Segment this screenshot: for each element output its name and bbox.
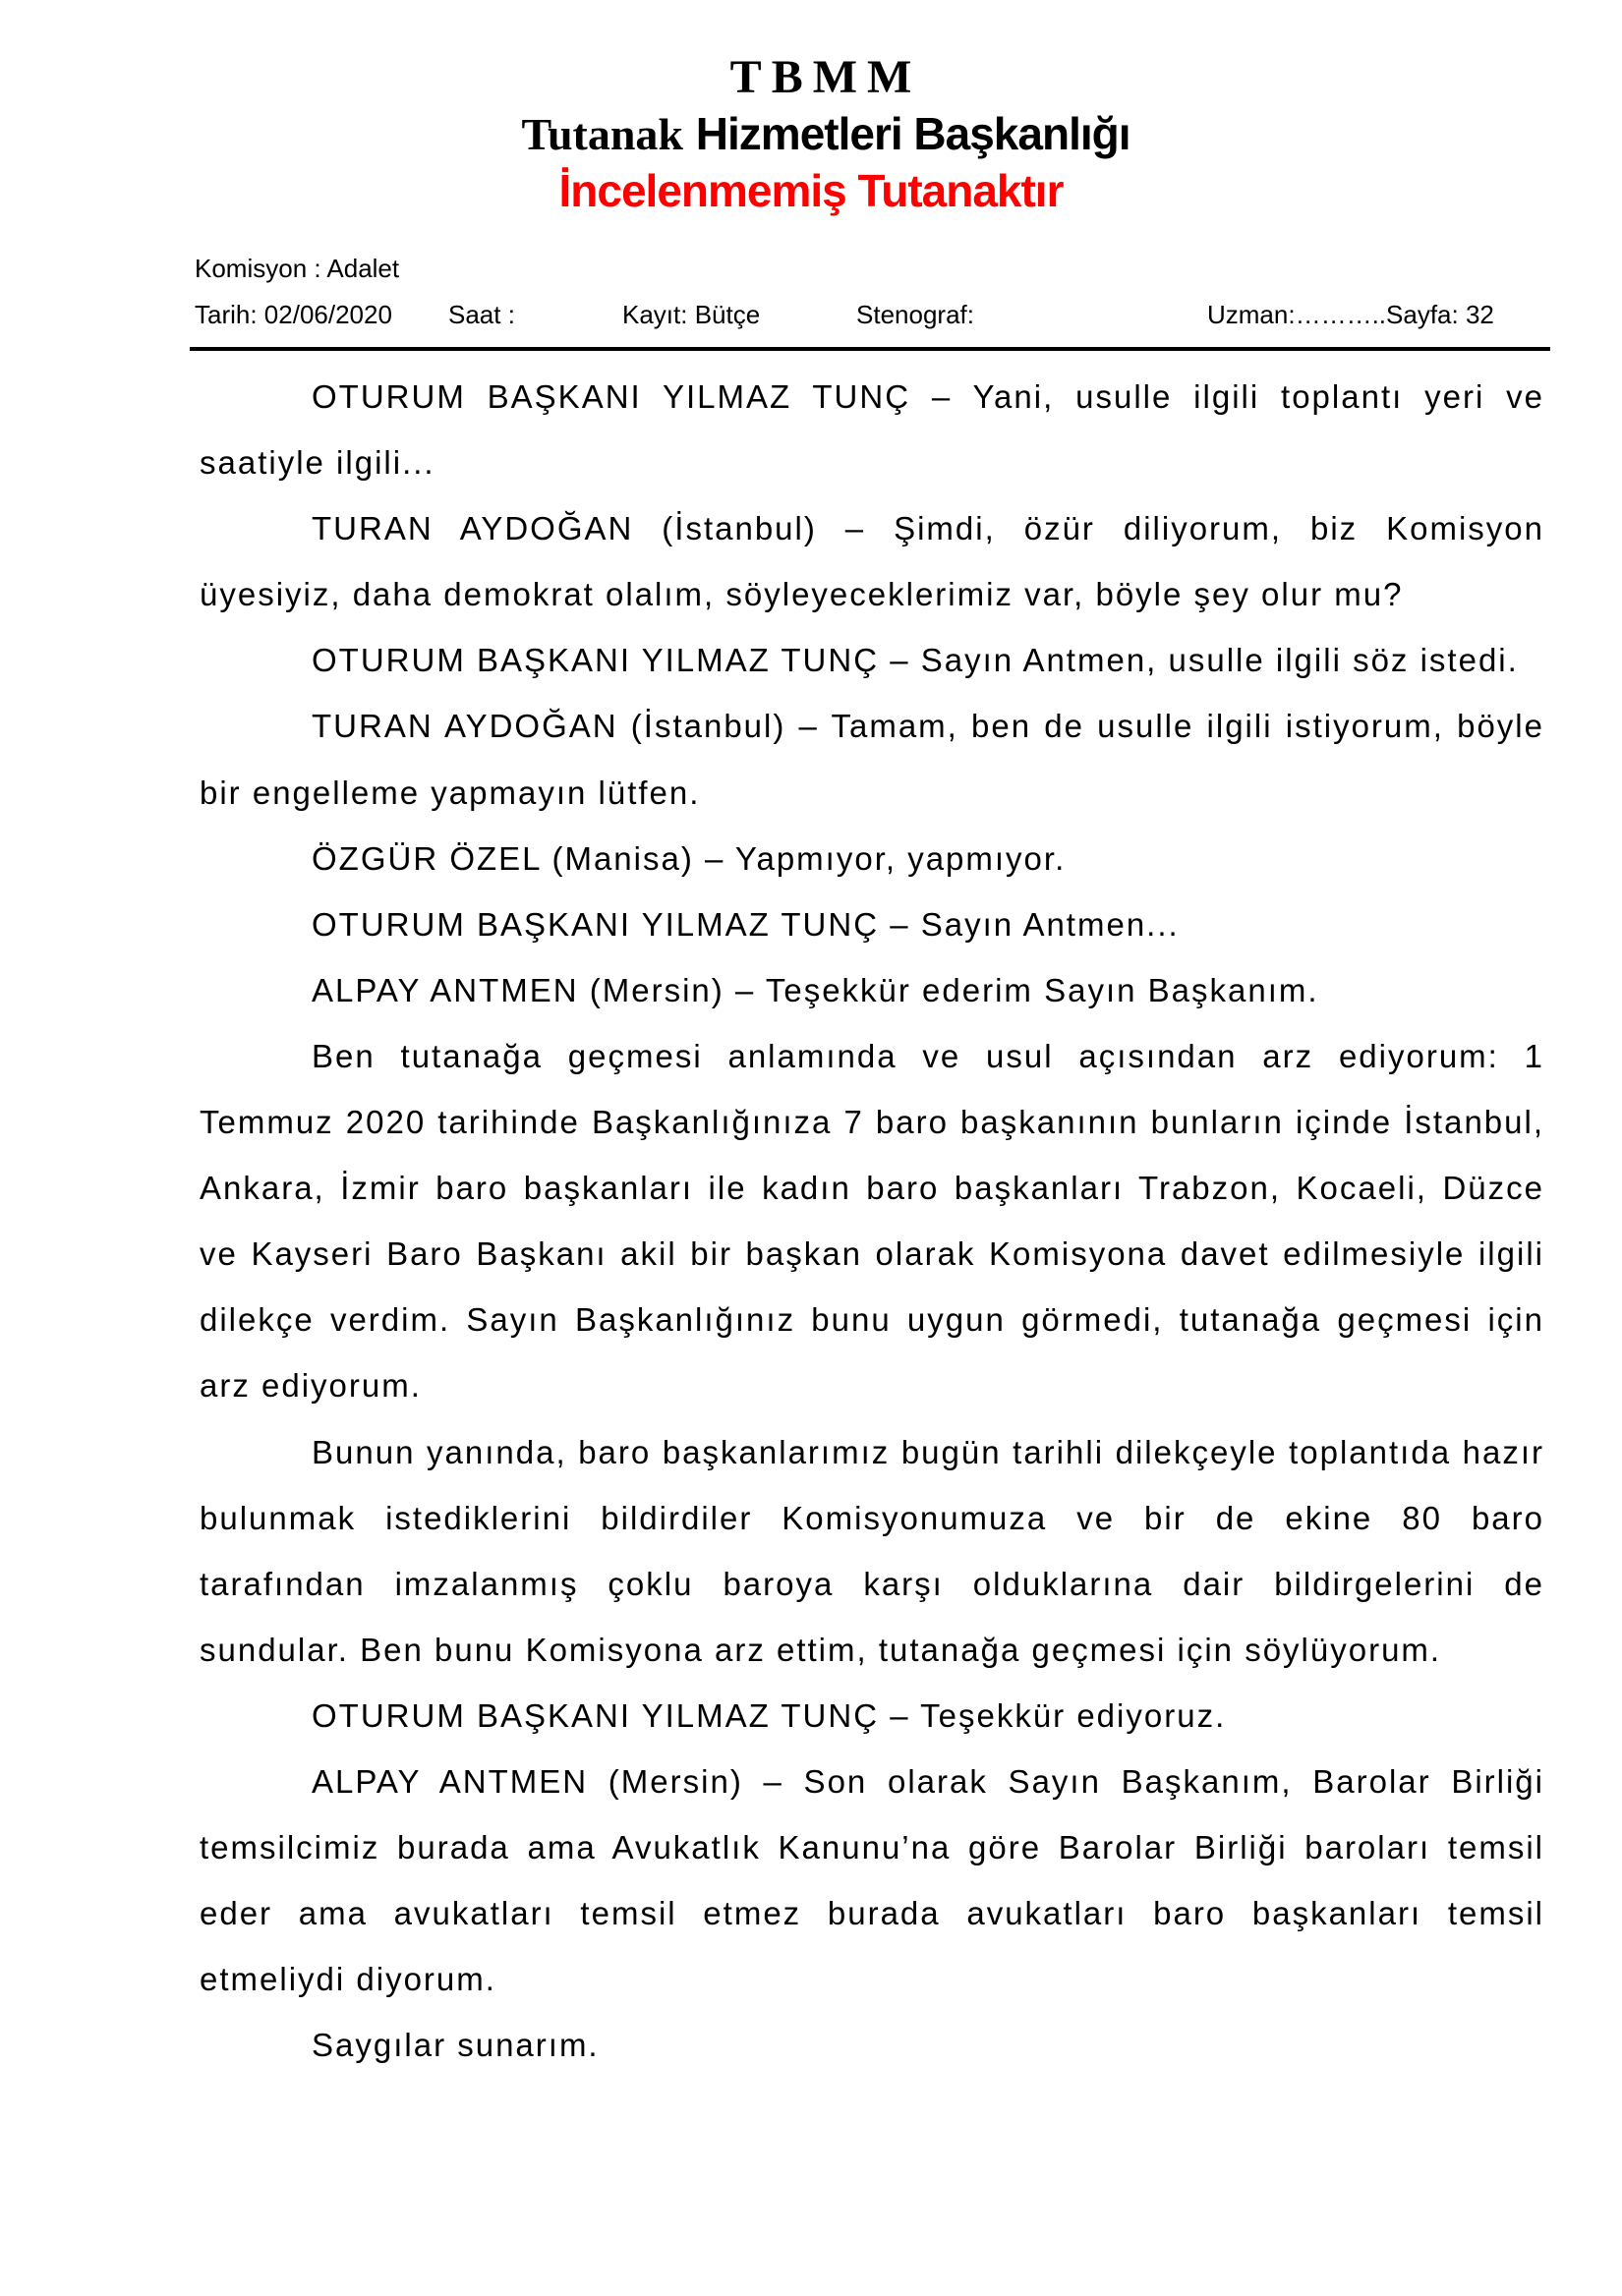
transcript-body xyxy=(200,364,1544,2078)
meta-tarih: Tarih: 02/06/2020 xyxy=(195,300,392,329)
header-title-tbmm: TBMM xyxy=(729,51,922,103)
paragraph-7: ALPAY ANTMEN (Mersin) – Teşekkür ederim Sayın Başkanım. xyxy=(312,971,1319,1008)
meta-komisyon: Komisyon : Adalet xyxy=(195,254,400,283)
paragraph-2: TURAN AYDOĞAN (İstanbul) – Şimdi, özür diliyorum, biz Komisyon üyesiyiz, daha demokrat olalım, söyleyeceklerimiz var, böyle şey olur mu? xyxy=(200,510,1544,613)
paragraph-10: OTURUM BAŞKANI YILMAZ TUNÇ – Teşekkür ediyoruz. xyxy=(312,1696,1227,1734)
meta-saat: Saat : xyxy=(448,300,515,329)
paragraph-1: OTURUM BAŞKANI YILMAZ TUNÇ – Yani, usulle ilgili toplantı yeri ve saatiyle ilgili... xyxy=(200,378,1544,482)
header-divider xyxy=(190,347,1550,351)
meta-uzman-sayfa: Uzman:………..Sayfa: 32 xyxy=(1207,300,1494,329)
header-unreviewed-notice: İncelenmemiş Tutanaktır xyxy=(558,165,1064,216)
paragraph-4: TURAN AYDOĞAN (İstanbul) – Tamam, ben de usulle ilgili istiyorum, böyle bir engelleme yapmayın lütfen. xyxy=(200,708,1544,811)
meta-kayit: Kayıt: Bütçe xyxy=(622,300,761,329)
document-header xyxy=(0,49,1622,219)
paragraph-11: ALPAY ANTMEN (Mersin) – Son olarak Sayın Başkanım, Barolar Birliği temsilcimiz burada ama Avukatlık Kanunu’na göre Barolar Birliği baroları temsil eder ama avukatları temsil etmez burada avukatları baro başkanları temsil etmeliydi diyorum. xyxy=(200,1762,1544,1998)
header-title-department xyxy=(29,104,1622,164)
paragraph-6: OTURUM BAŞKANI YILMAZ TUNÇ – Sayın Antmen... xyxy=(312,905,1180,943)
paragraph-8: Ben tutanağa geçmesi anlamında ve usul açısından arz ediyorum: 1 Temmuz 2020 tarihinde Başkanlığınıza 7 baro başkanının bunların içinde İstanbul, Ankara, İzmir baro başkanları ile kadın baro başkanları Trabzon, Kocaeli, Düzce ve Kayseri Baro Başkanı akil bir başkan olarak Komisyona davet edilmesiyle ilgili dilekçe verdim. Sayın Başkanlığınız bunu uygun görmedi, tutanağa geçmesi için arz ediyorum. xyxy=(200,1037,1544,1405)
meta-stenograf: Stenograf: xyxy=(856,300,974,329)
header-title-department-serif: Tutanak xyxy=(521,109,684,159)
paragraph-12: Saygılar sunarım. xyxy=(312,2027,600,2064)
paragraph-9: Bunun yanında, baro başkanlarımız bugün tarihli dilekçeyle toplantıda hazır bulunmak istediklerini bildirdiler Komisyonumuza ve bir de ekine 80 baro tarafından imzalanmış çoklu baroya karşı olduklarına dair bildirgelerini de sundular. Ben bunu Komisyona arz ettim, tutanağa geçmesi için söylüyorum. xyxy=(200,1433,1544,1668)
paragraph-3: OTURUM BAŞKANI YILMAZ TUNÇ – Sayın Antmen, usulle ilgili söz istedi. xyxy=(312,642,1519,679)
header-title-department-sans: Hizmetleri Başkanlığı xyxy=(695,108,1130,159)
paragraph-5: ÖZGÜR ÖZEL (Manisa) – Yapmıyor, yapmıyor. xyxy=(312,839,1067,877)
